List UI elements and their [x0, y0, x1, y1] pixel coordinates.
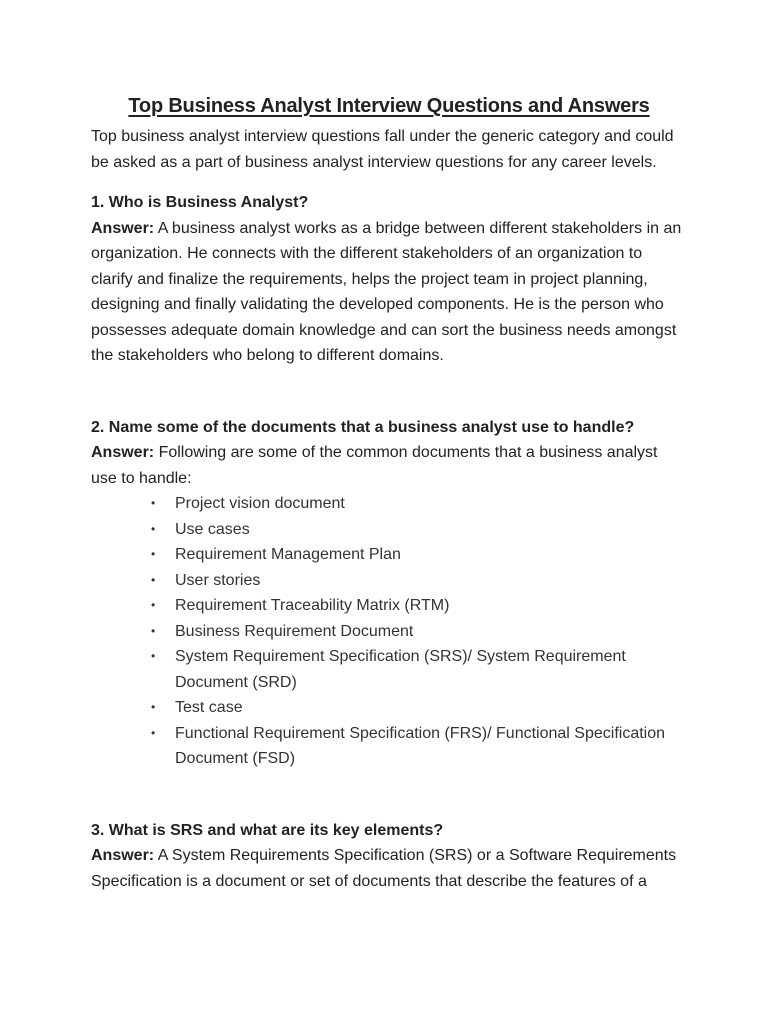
list-item-text: Test case [175, 699, 243, 716]
bullet-icon: • [151, 725, 156, 740]
list-item [151, 517, 687, 543]
answer-1 [91, 216, 687, 369]
bullet-icon: • [151, 521, 156, 536]
bullet-icon: • [151, 496, 156, 510]
documents-list [91, 491, 687, 772]
question-2: 2. Name some of the documents that a business analyst use to handle? [91, 418, 635, 436]
bullet-icon: • [151, 700, 156, 714]
bullet-icon: • [151, 598, 156, 612]
answer-2 [91, 440, 687, 491]
list-item [151, 542, 687, 568]
list-item [151, 593, 687, 619]
list-item-text: Use cases [175, 520, 250, 538]
answer-3-text: A System Requirements Specification (SRS) or a Software Requirements Specification is a document or set of documents that describe the features of a [91, 847, 677, 890]
list-item [151, 491, 687, 517]
list-item [151, 721, 687, 772]
bullet-icon: • [151, 649, 156, 663]
answer-label: Answer: [91, 444, 155, 461]
list-item-text: Functional Requirement Specification (FRS)/ Functional Specification Document (FSD) [175, 724, 666, 767]
spacer [91, 772, 687, 818]
answer-2-text: Following are some of the common documents that a business analyst use to handle: [91, 444, 658, 487]
list-item-text: System Requirement Specification (SRS)/ System Requirement Document (SRD) [175, 648, 626, 691]
question-3: 3. What is SRS and what are its key elements? [91, 821, 444, 839]
bullet-icon: • [151, 623, 156, 638]
list-item-text: Requirement Management Plan [175, 546, 401, 563]
answer-3 [91, 843, 687, 894]
document-title: Top Business Analyst Interview Questions and Answers [128, 95, 650, 117]
list-item-text: Requirement Traceability Matrix (RTM) [175, 597, 450, 614]
list-item-text: User stories [175, 571, 261, 589]
list-item [151, 568, 687, 594]
bullet-icon: • [151, 572, 156, 587]
spacer [91, 369, 687, 415]
list-item [151, 644, 687, 695]
list-item-text: Project vision document [175, 495, 345, 512]
answer-label: Answer: [91, 847, 155, 864]
intro-paragraph: Top business analyst interview questions fall under the generic category and could be asked as a part of business analyst interview questions for any career levels. [91, 128, 674, 171]
list-item [151, 619, 687, 645]
bullet-icon: • [151, 547, 156, 561]
answer-1-text: A business analyst works as a bridge between different stakeholders in an organization. He connects with the different stakeholders of an organization to clarify and finalize the requirements, helps the project team in project planning, designing and finally validating the developed components. He is the person who possesses adequate domain knowledge and can sort the business needs amongst the stakeholders who belong to different domains. [91, 219, 682, 364]
question-1: 1. Who is Business Analyst? [91, 194, 309, 211]
document-content [91, 92, 687, 894]
list-item-text: Business Requirement Document [175, 622, 414, 640]
answer-label: Answer: [91, 219, 155, 237]
list-item [151, 695, 687, 721]
